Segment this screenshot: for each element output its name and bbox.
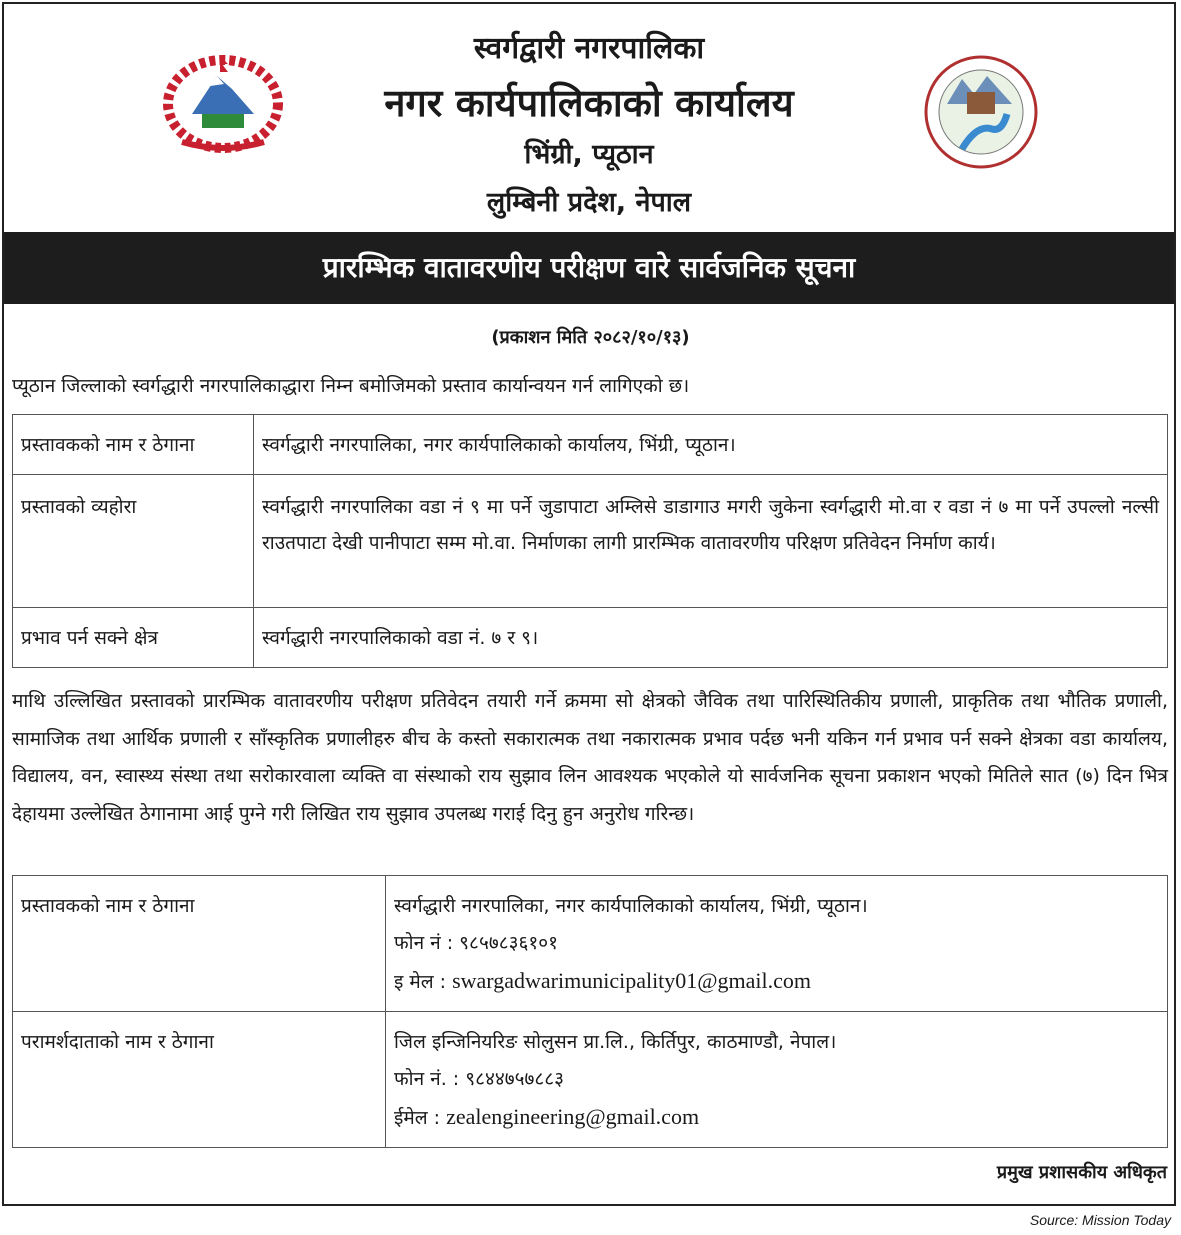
row-label: प्रभाव पर्न सक्ने क्षेत्र <box>13 608 254 668</box>
row-value: स्वर्गद्धारी नगरपालिका वडा नं ९ मा पर्ने जुडापाटा अम्लिसे डाडागाउ मगरी जुकेना स्वर्गद्धारी मो.वा र वडा नं ७ मा पर्ने उपल्लो नल्सी राउतपाटा देखी पानीपाटा सम्म मो.वा. निर्माणका लागी प्रारम्भिक वातावरणीय परिक्षण प्रतिवेदन निर्माण कार्य। <box>254 475 1168 608</box>
row-label: प्रस्तावकको नाम र ठेगाना <box>13 876 386 1012</box>
notice-title: प्रारम्भिक वातावरणीय परीक्षण वारे सार्वजनिक सूचना <box>4 232 1174 304</box>
municipality-name: स्वर्गद्वारी नगरपालिका <box>473 31 705 66</box>
contact-details <box>386 1012 1168 1148</box>
contact-address: स्वर्गद्धारी नगरपालिका, नगर कार्यपालिकाको कार्यालय, भिंग्री, प्यूठान। <box>394 895 868 917</box>
province: लुम्बिनी प्रदेश, नेपाल <box>486 187 692 218</box>
table-row <box>13 415 1168 475</box>
signature-title: प्रमुख प्रशासकीय अधिकृत <box>996 1162 1167 1183</box>
table-row <box>13 876 1168 1012</box>
publish-date: (प्रकाशन मिति २०८२/१०/१३) <box>491 327 690 348</box>
contact-table <box>12 875 1168 1148</box>
header <box>4 4 1174 232</box>
contact-email-row <box>394 1098 1159 1137</box>
email-link[interactable]: zealengineering@gmail.com <box>446 1104 700 1129</box>
row-value: स्वर्गद्धारी नगरपालिकाको वडा नं. ७ र ९। <box>254 608 1168 668</box>
source-credit: Source: Mission Today <box>1029 1212 1171 1228</box>
table-row <box>13 475 1168 608</box>
contact-details <box>386 876 1168 1012</box>
municipality-seal-icon <box>922 54 1040 170</box>
table-row <box>13 1012 1168 1148</box>
office-name: नगर कार्यपालिकाको कार्यालय <box>384 81 794 125</box>
email-label: ईमेल : <box>394 1107 447 1129</box>
contact-phone: फोन नं. : ९८४४७५७८८३ <box>394 1068 565 1090</box>
intro-text: प्यूठान जिल्लाको स्वर्गद्धारी नगरपालिकाद्धारा निम्न बमोजिमको प्रस्ताव कार्यान्वयन गर्न लागिएको छ। <box>12 375 690 397</box>
row-label: प्रस्तावकको नाम र ठेगाना <box>13 415 254 475</box>
contact-phone: फोन नं : ९८५७८३६१०१ <box>394 932 558 954</box>
contact-email-row <box>394 962 1159 1001</box>
notice-paragraph: माथि उल्लिखित प्रस्तावको प्रारम्भिक वातावरणीय परीक्षण प्रतिवेदन तयारी गर्ने क्रममा सो क्षेत्रको जैविक तथा पारिस्थितिकीय प्रणाली, प्राकृतिक तथा भौतिक प्रणाली, सामाजिक तथा आर्थिक प्रणाली र साँस्कृतिक प्रणालीहरु बीच के कस्तो सकारात्मक तथा नकारात्मक प्रभाव पर्दछ भनी यकिन गर्न प्रभाव पर्न सक्ने क्षेत्रका वडा कार्यालय, विद्यालय, वन, स्वास्थ्य संस्था तथा सरोकारवाला व्यक्ति वा संस्थाको राय सुझाव लिन आवश्यक भएकोले यो सार्वजनिक सूचना प्रकाशन भएको मितिले सात (७) दिन भित्र देहायमा उल्लेखित ठेगानामा आई पुग्ने गरी लिखित राय सुझाव उपलब्ध गराई दिनु हुन अनुरोध गरिन्छ। <box>12 690 1168 825</box>
row-label: प्रस्तावको व्यहोरा <box>13 475 254 608</box>
email-link[interactable]: swargadwarimunicipality01@gmail.com <box>452 968 812 993</box>
email-label: इ मेल : <box>394 971 453 993</box>
row-value: स्वर्गद्धारी नगरपालिका, नगर कार्यपालिकाको कार्यालय, भिंग्री, प्यूठान। <box>254 415 1168 475</box>
proposal-table <box>12 414 1168 668</box>
table-row <box>13 608 1168 668</box>
row-label: परामर्शदाताको नाम र ठेगाना <box>13 1012 386 1148</box>
contact-address: जिल इन्जिनियरिङ सोलुसन प्रा.लि., किर्तिपुर, काठमाण्डौ, नेपाल। <box>394 1031 837 1053</box>
office-location: भिंग्री, प्यूठान <box>524 139 654 170</box>
